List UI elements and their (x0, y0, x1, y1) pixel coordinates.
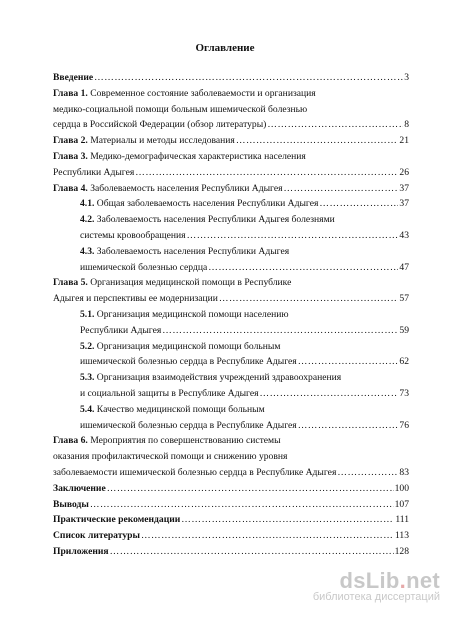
toc-entry-label: Введение (53, 72, 94, 83)
toc-entry-text (53, 117, 266, 133)
toc-entry-title: и социальной защиты в Республике Адыгея (80, 387, 259, 399)
dot-leader (110, 544, 394, 560)
toc-entry-label: Заключение (53, 482, 106, 494)
toc-entry (53, 386, 409, 402)
toc-entry-text (53, 497, 89, 513)
toc-page-number: 113 (394, 530, 409, 542)
dot-leader (94, 70, 403, 86)
toc-entry (53, 307, 409, 323)
toc-entry (53, 86, 409, 102)
toc-entry (53, 512, 409, 528)
toc-entry-label: Приложения (53, 545, 109, 557)
toc-entry-text (80, 372, 341, 383)
toc-entry-label: Глава 6. (53, 435, 88, 447)
toc-entry-title: ишемической болезнью сердца в Республике Адыгея (80, 419, 297, 431)
page-title: Оглавление (195, 42, 255, 54)
toc-entry (53, 181, 409, 197)
toc-entry-text (80, 386, 259, 402)
toc-entry (53, 70, 409, 86)
toc-page-number: 100 (394, 482, 409, 494)
toc-page-number: 128 (394, 545, 409, 557)
toc-entry (53, 339, 409, 355)
toc-entry (53, 291, 409, 307)
toc-entry-text (80, 418, 297, 434)
dot-leader (260, 386, 399, 402)
toc-page-number: 37 (399, 182, 409, 194)
toc-entry-text (53, 291, 218, 307)
toc-entry-label: 4.2. (80, 214, 95, 226)
toc-entry-title: Медико-демографическая характеристика населения (90, 150, 306, 162)
dot-leader (319, 196, 398, 212)
toc-entry-text (80, 214, 335, 225)
toc-entry-label: Выводы (53, 498, 89, 510)
toc-entry-title: Заболеваемость населения Республики Адыгея (96, 245, 290, 257)
toc-entry-text (53, 104, 307, 115)
toc-entry-text (80, 309, 289, 320)
toc-entry-title: сердца в Российской Федерации (обзор литературы) (53, 119, 267, 131)
toc-page-number: 8 (404, 119, 409, 131)
toc-entry-label: Глава 1. (53, 87, 88, 99)
toc-entry-title: Организация медицинской помощи больным (96, 340, 281, 352)
toc-entry-text (53, 88, 316, 99)
toc-entry (53, 149, 409, 165)
toc-entry-text (53, 151, 306, 162)
toc-page-number: 62 (399, 356, 409, 368)
toc-entry-title: системы кровообращения (80, 229, 186, 241)
toc-entry-text (53, 528, 140, 544)
toc-entry-text (53, 512, 180, 528)
toc-entry-title: Организация медицинской помощи в Республике (90, 277, 292, 289)
toc-page-number: 21 (399, 135, 409, 147)
toc-entry-label: 5.3. (80, 372, 95, 384)
toc-entry-text (80, 196, 318, 212)
watermark-subtitle: библиотека диссертаций (312, 591, 440, 603)
toc-entry-title: Материалы и методы исследования (90, 135, 235, 147)
toc-entry-title: ишемической болезнью сердца в Республике Адыгея (80, 356, 297, 368)
toc-entry-label: 4.1. (80, 198, 95, 210)
watermark-logo (313, 568, 440, 603)
toc-page-number: 37 (399, 198, 409, 210)
toc-entry-text (53, 465, 336, 481)
dot-leader (298, 418, 399, 434)
toc-entry-label: 5.2. (80, 340, 95, 352)
dot-leader (219, 291, 399, 307)
toc-entry-title: Заболеваемость населения Республики Адыгея болезнями (96, 214, 335, 226)
table-of-contents (53, 70, 409, 560)
toc-entry (53, 528, 409, 544)
toc-entry (53, 323, 409, 339)
toc-page-number: 3 (404, 72, 409, 83)
toc-entry-title: заболеваемости ишемической болезнью сердца в Республике Адыгея (53, 466, 337, 478)
toc-page-number: 107 (394, 498, 409, 510)
toc-entry (53, 418, 409, 434)
toc-entry-label: Практические рекомендации (53, 514, 181, 526)
dot-leader (135, 165, 398, 181)
toc-entry-title: Заболеваемость населения Республики Адыгея (90, 182, 283, 194)
toc-entry-text (80, 323, 161, 339)
toc-entry (53, 102, 409, 118)
toc-entry-title: Организация взаимодействия учреждений здравоохранения (96, 372, 342, 384)
toc-page-number: 111 (395, 514, 409, 526)
dot-leader (284, 181, 399, 197)
toc-entry-text (53, 165, 134, 181)
dot-leader (162, 323, 398, 339)
toc-entry (53, 481, 409, 497)
toc-entry-text (80, 354, 297, 370)
toc-entry-label: Глава 5. (53, 277, 88, 289)
toc-page-number: 76 (399, 419, 409, 431)
toc-entry-text (80, 228, 186, 244)
dot-leader (181, 512, 394, 528)
toc-entry-text (53, 435, 281, 446)
toc-entry (53, 275, 409, 291)
toc-entry (53, 370, 409, 386)
toc-entry-text (53, 481, 106, 497)
watermark-brand: dsLib.net (339, 568, 440, 593)
toc-entry (53, 133, 409, 149)
toc-entry-label: 5.1. (80, 308, 95, 320)
toc-entry (53, 165, 409, 181)
toc-entry-text (80, 260, 207, 276)
toc-entry-text (80, 404, 265, 415)
toc-entry-title: Республики Адыгея (53, 166, 135, 178)
toc-entry-title: Адыгея и перспективы ее модернизации (53, 293, 218, 305)
toc-entry (53, 260, 409, 276)
dot-leader (298, 354, 399, 370)
toc-entry-label: 5.4. (80, 403, 95, 415)
toc-page-number: 47 (399, 261, 409, 273)
toc-entry-title: Общая заболеваемость населения Республики Адыгея (96, 198, 319, 210)
toc-entry-text (53, 277, 291, 288)
dot-leader (236, 133, 399, 149)
toc-entry-title: Мероприятия по совершенствованию системы (90, 435, 281, 447)
toc-page-number: 57 (399, 293, 409, 305)
dot-leader (187, 228, 399, 244)
toc-entry-title: ишемической болезнью сердца (80, 261, 208, 273)
toc-entry-title: Республики Адыгея (80, 324, 162, 336)
toc-entry (53, 465, 409, 481)
toc-entry-title: Организация медицинской помощи населению (96, 308, 289, 320)
toc-entry-label: Глава 4. (53, 182, 88, 194)
toc-page-number: 26 (399, 166, 409, 178)
toc-entry (53, 196, 409, 212)
toc-entry (53, 497, 409, 513)
toc-entry-text (53, 544, 109, 560)
toc-entry (53, 117, 409, 133)
toc-entry (53, 544, 409, 560)
toc-entry (53, 402, 409, 418)
toc-entry-text (53, 133, 235, 149)
toc-entry-text (80, 246, 289, 257)
toc-entry-label: Глава 3. (53, 150, 88, 162)
dot-leader (141, 528, 394, 544)
toc-entry-label: 4.3. (80, 245, 95, 257)
toc-entry (53, 228, 409, 244)
dot-leader (208, 260, 398, 276)
toc-entry-title: оказания профилактической помощи и снижению уровня (53, 451, 288, 463)
toc-page-number: 73 (399, 387, 409, 399)
dot-leader (267, 117, 403, 133)
toc-page-number: 43 (399, 229, 409, 241)
toc-entry-title: Современное состояние заболеваемости и организация (90, 87, 316, 99)
toc-entry-text (53, 451, 287, 462)
dot-leader (107, 481, 394, 497)
toc-entry (53, 244, 409, 260)
toc-entry-label: Список литературы (53, 530, 140, 542)
dot-leader (90, 497, 394, 513)
toc-entry-label: Глава 2. (53, 135, 88, 147)
toc-page-number: 59 (399, 324, 409, 336)
toc-entry (53, 354, 409, 370)
toc-entry-text (80, 341, 280, 352)
dot-leader (337, 465, 398, 481)
toc-entry-title: Качество медицинской помощи больным (96, 403, 265, 415)
toc-entry-text (53, 181, 283, 197)
toc-entry (53, 449, 409, 465)
toc-entry (53, 212, 409, 228)
toc-entry-text (53, 70, 93, 86)
toc-page-number: 83 (399, 466, 409, 478)
toc-entry (53, 433, 409, 449)
toc-entry-title: медико-социальной помощи больным ишемической болезнью (53, 103, 308, 115)
